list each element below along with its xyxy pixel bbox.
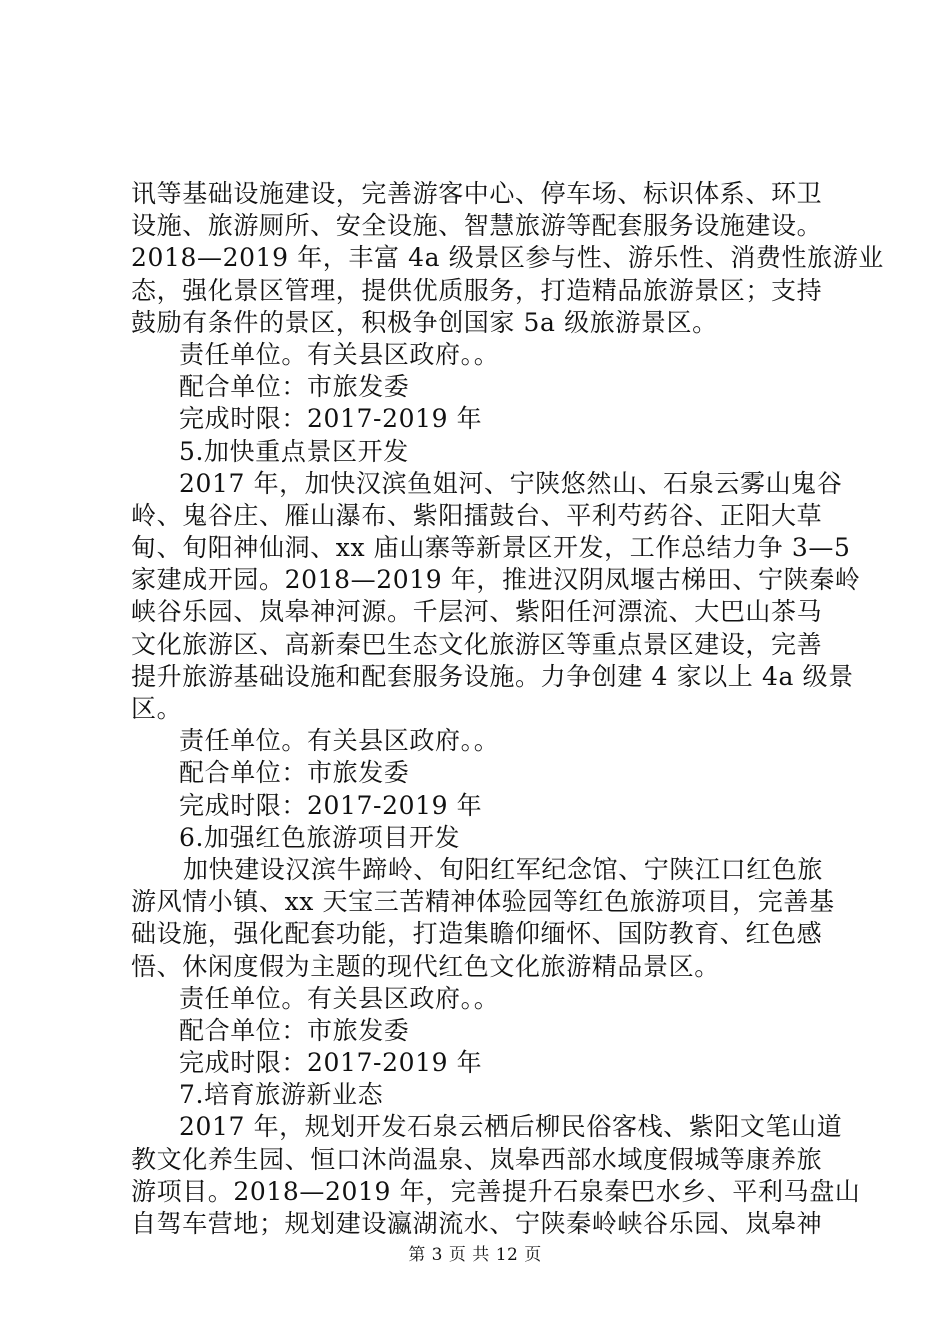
text-line: 设施、旅游厕所、安全设施、智慧旅游等配套服务设施建设。	[131, 211, 823, 241]
section-heading: 5.加快重点景区开发	[179, 436, 409, 466]
text-line: 峡谷乐园、岚皋神河源。千层河、紫阳任河漂流、大巴山茶马	[131, 597, 823, 627]
text-line: 态，强化景区管理，提供优质服务，打造精品旅游景区；支持	[131, 275, 823, 305]
text-line: 游风情小镇、xx 天宝三苦精神体验园等红色旅游项目，完善基	[131, 887, 835, 917]
cooperating-unit: 配合单位：市旅发委	[179, 758, 410, 788]
document-body	[131, 178, 884, 1240]
section-heading: 6.加强红色旅游项目开发	[179, 822, 461, 852]
responsible-unit: 责任单位。有关县区政府。。	[179, 983, 500, 1013]
responsible-unit: 责任单位。有关县区政府。。	[179, 726, 500, 756]
text-line: 加快建设汉滨牛蹄岭、旬阳红军纪念馆、宁陕江口红色旅	[183, 854, 824, 884]
text-line: 讯等基础设施建设，完善游客中心、停车场、标识体系、环卫	[131, 179, 823, 208]
text-line: 2018—2019 年，丰富 4a 级景区参与性、游乐性、消费性旅游业	[131, 243, 884, 273]
text-line: 家建成开园。2018—2019 年，推进汉阴凤堰古梯田、宁陕秦岭	[131, 565, 861, 595]
text-line: 鼓励有条件的景区，积极争创国家 5a 级旅游景区。	[131, 307, 718, 337]
text-line: 游项目。2018—2019 年，完善提升石泉秦巴水乡、平利马盘山	[131, 1176, 861, 1206]
cooperating-unit: 配合单位：市旅发委	[179, 1015, 410, 1045]
text-line: 础设施，强化配套功能，打造集瞻仰缅怀、国防教育、红色感	[131, 919, 823, 949]
text-line: 自驾车营地；规划建设瀛湖流水、宁陕秦岭峡谷乐园、岚皋神	[131, 1209, 823, 1238]
text-line: 2017 年，规划开发石泉云栖后柳民俗客栈、紫阳文笔山道	[179, 1112, 843, 1142]
text-line: 甸、旬阳神仙洞、xx 庙山寨等新景区开发，工作总结力争 3—5	[131, 533, 851, 563]
text-line: 教文化养生园、恒口沐尚温泉、岚皋西部水域度假城等康养旅	[131, 1144, 823, 1174]
cooperating-unit: 配合单位：市旅发委	[179, 372, 410, 402]
page-number: 第 3 页 共 12 页	[408, 1245, 542, 1265]
deadline: 完成时限：2017-2019 年	[179, 1048, 483, 1078]
deadline: 完成时限：2017-2019 年	[179, 790, 483, 820]
text-line: 悟、休闲度假为主题的现代红色文化旅游精品景区。	[131, 951, 720, 981]
text-line: 岭、鬼谷庄、雁山瀑布、紫阳擂鼓台、平利芍药谷、正阳大草	[131, 500, 823, 530]
text-line: 提升旅游基础设施和配套服务设施。力争创建 4 家以上 4a 级景	[131, 661, 854, 691]
responsible-unit: 责任单位。有关县区政府。。	[179, 339, 500, 369]
text-line: 区。	[131, 694, 183, 723]
text-line: 文化旅游区、高新秦巴生态文化旅游区等重点景区建设，完善	[131, 629, 823, 659]
text-line: 2017 年，加快汉滨鱼姐河、宁陕悠然山、石泉云雾山鬼谷	[179, 468, 843, 498]
deadline: 完成时限：2017-2019 年	[179, 404, 483, 434]
section-heading: 7.培育旅游新业态	[179, 1080, 384, 1110]
